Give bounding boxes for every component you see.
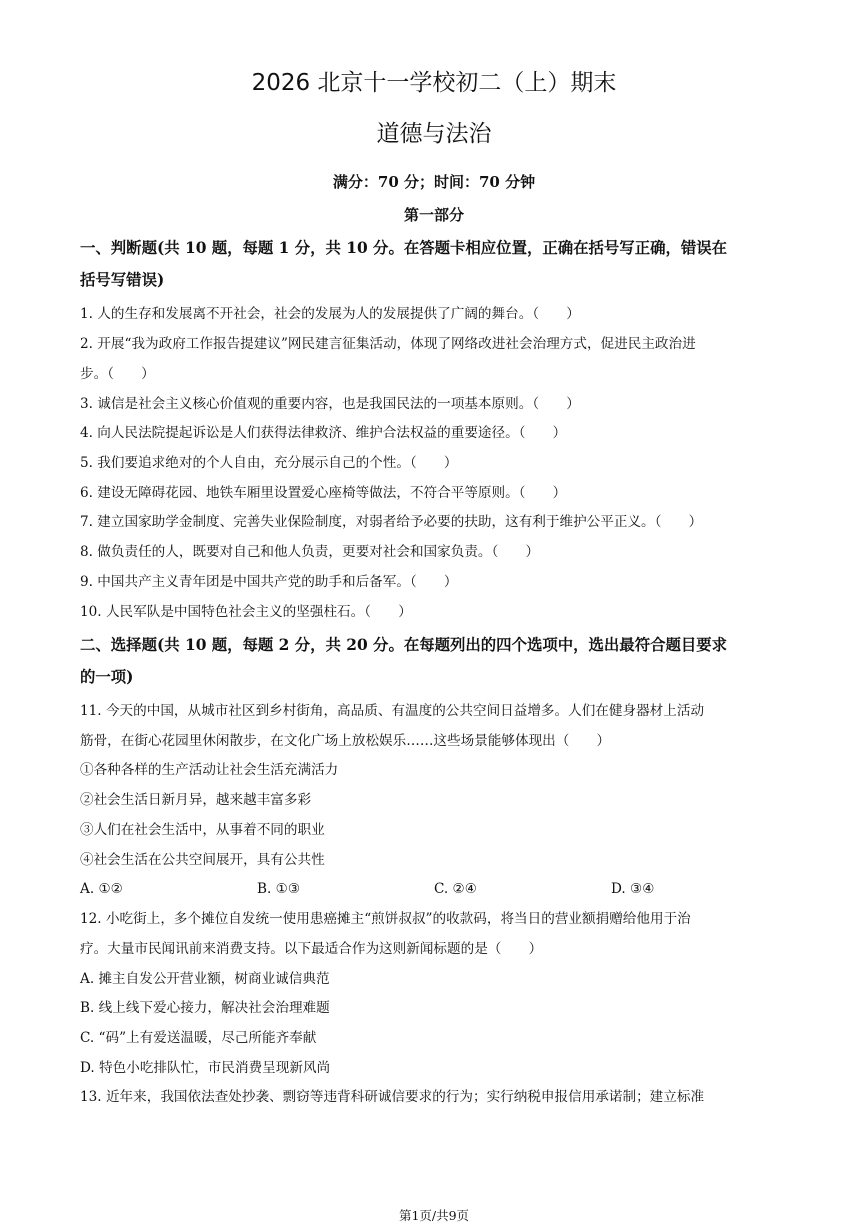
question-7: 7. 建立国家助学金制度、完善失业保险制度，对弱者给予必要的扶助，这有利于维护公平正义。（ ） xyxy=(80,514,703,530)
question-11-option-a: A. ①② xyxy=(80,881,123,897)
question-11-option-b: B. ①③ xyxy=(257,881,301,897)
question-12-option-a: A. 摊主自发公开营业额，树商业诚信典范 xyxy=(80,971,330,987)
question-1: 1. 人的生存和发展离不开社会，社会的发展为人的发展提供了广阔的舞台。（ ） xyxy=(80,306,580,322)
question-2-cont: 步。（ ） xyxy=(80,366,155,382)
question-5: 5. 我们要追求绝对的个人自由，充分展示自己的个性。（ ） xyxy=(80,455,458,471)
question-10: 10. 人民军队是中国特色社会主义的坚强柱石。（ ） xyxy=(80,604,412,620)
question-12-option-b: B. 线上线下爱心接力，解决社会治理难题 xyxy=(80,1000,330,1016)
question-12-stem-cont: 疗。大量市民闻讯前来消费支持。以下最适合作为这则新闻标题的是（ ） xyxy=(80,941,543,957)
section1-heading: 一、判断题(共 10 题，每题 1 分，共 10 分。在答题卡相应位置，正确在括号写正确，错误在 xyxy=(80,239,728,257)
exam-title: 2026 北京十一学校初二（上）期末 xyxy=(251,70,617,96)
section2-heading-cont: 的一项) xyxy=(80,668,134,686)
question-11-statement-3: ③人们在社会生活中，从事着不同的职业 xyxy=(80,822,325,838)
question-6: 6. 建设无障碍花园、地铁车厢里设置爱心座椅等做法，不符合平等原则。（ ） xyxy=(80,485,567,501)
exam-score-time: 满分：70 分；时间：70 分钟 xyxy=(332,173,536,191)
question-8: 8. 做负责任的人，既要对自己和他人负责，更要对社会和国家负责。（ ） xyxy=(80,544,540,560)
exam-subject: 道德与法治 xyxy=(376,121,492,147)
question-11-statement-1: ①各种各样的生产活动让社会生活充满活力 xyxy=(80,762,339,778)
page-number: 第1页/共9页 xyxy=(398,1208,470,1223)
section1-heading-cont: 括号写错误) xyxy=(80,271,165,289)
question-12-stem: 12. 小吃街上，多个摊位自发统一使用患癌摊主“煎饼叔叔”的收款码，将当日的营业额捐赠给他用于治 xyxy=(80,911,691,927)
question-11-stem: 11. 今天的中国，从城市社区到乡村街角，高品质、有温度的公共空间日益增多。人们在健身器材上活动 xyxy=(80,703,705,719)
question-13-stem: 13. 近年来，我国依法查处抄袭、剽窃等违背科研诚信要求的行为；实行纳税申报信用承诺制；建立标准 xyxy=(80,1089,705,1105)
question-4: 4. 向人民法院提起诉讼是人们获得法律救济、维护合法权益的重要途径。（ ） xyxy=(80,425,567,441)
section2-heading: 二、选择题(共 10 题，每题 2 分，共 20 分。在每题列出的四个选项中，选出最符合题目要求 xyxy=(80,636,728,654)
question-11-option-c: C. ②④ xyxy=(434,881,477,897)
question-2: 2. 开展“我为政府工作报告提建议”网民建言征集活动，体现了网络改进社会治理方式，促进民主政治进 xyxy=(80,336,696,352)
question-11-option-d: D. ③④ xyxy=(611,881,655,897)
part-heading: 第一部分 xyxy=(403,206,464,224)
question-12-option-c: C. “码”上有爱送温暖，尽己所能齐奉献 xyxy=(80,1030,317,1046)
question-9: 9. 中国共产主义青年团是中国共产党的助手和后备军。（ ） xyxy=(80,574,458,590)
question-11-statement-2: ②社会生活日新月异，越来越丰富多彩 xyxy=(80,792,312,808)
question-3: 3. 诚信是社会主义核心价值观的重要内容，也是我国民法的一项基本原则。（ ） xyxy=(80,396,580,412)
question-11-stem-cont: 筋骨，在街心花园里休闲散步，在文化广场上放松娱乐……这些场景能够体现出（ ） xyxy=(80,733,611,749)
question-12-option-d: D. 特色小吃排队忙，市民消费呈现新风尚 xyxy=(80,1060,331,1076)
question-11-statement-4: ④社会生活在公共空间展开，具有公共性 xyxy=(80,852,325,868)
